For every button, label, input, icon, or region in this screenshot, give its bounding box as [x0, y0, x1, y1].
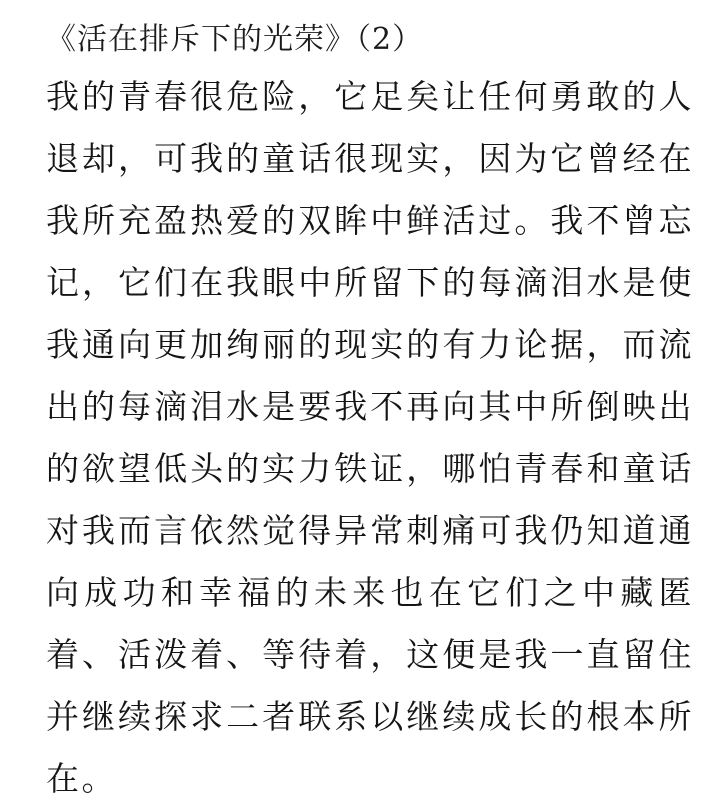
document-body	[46, 66, 694, 810]
body-paragraph: 我的青春很危险，它足矣让任何勇敢的人退却，可我的童话很现实，因为它曾经在我所充盈热爱的双眸中鲜活过。我不曾忘记，它们在我眼中所留下的每滴泪水是使我通向更加绚丽的现实的有力论据，而流出的每滴泪水是要我不再向其中所倒映出的欲望低头的实力铁证，哪怕青春和童话对我而言依然觉得异常刺痛可我仍知道通向成功和幸福的未来也在它们之中藏匿着、活泼着、等待着，这便是我一直留住并继续探求二者联系以继续成长的根本所在。	[46, 77, 694, 798]
document-title: 《活在排斥下的光荣》（2）	[46, 22, 424, 57]
